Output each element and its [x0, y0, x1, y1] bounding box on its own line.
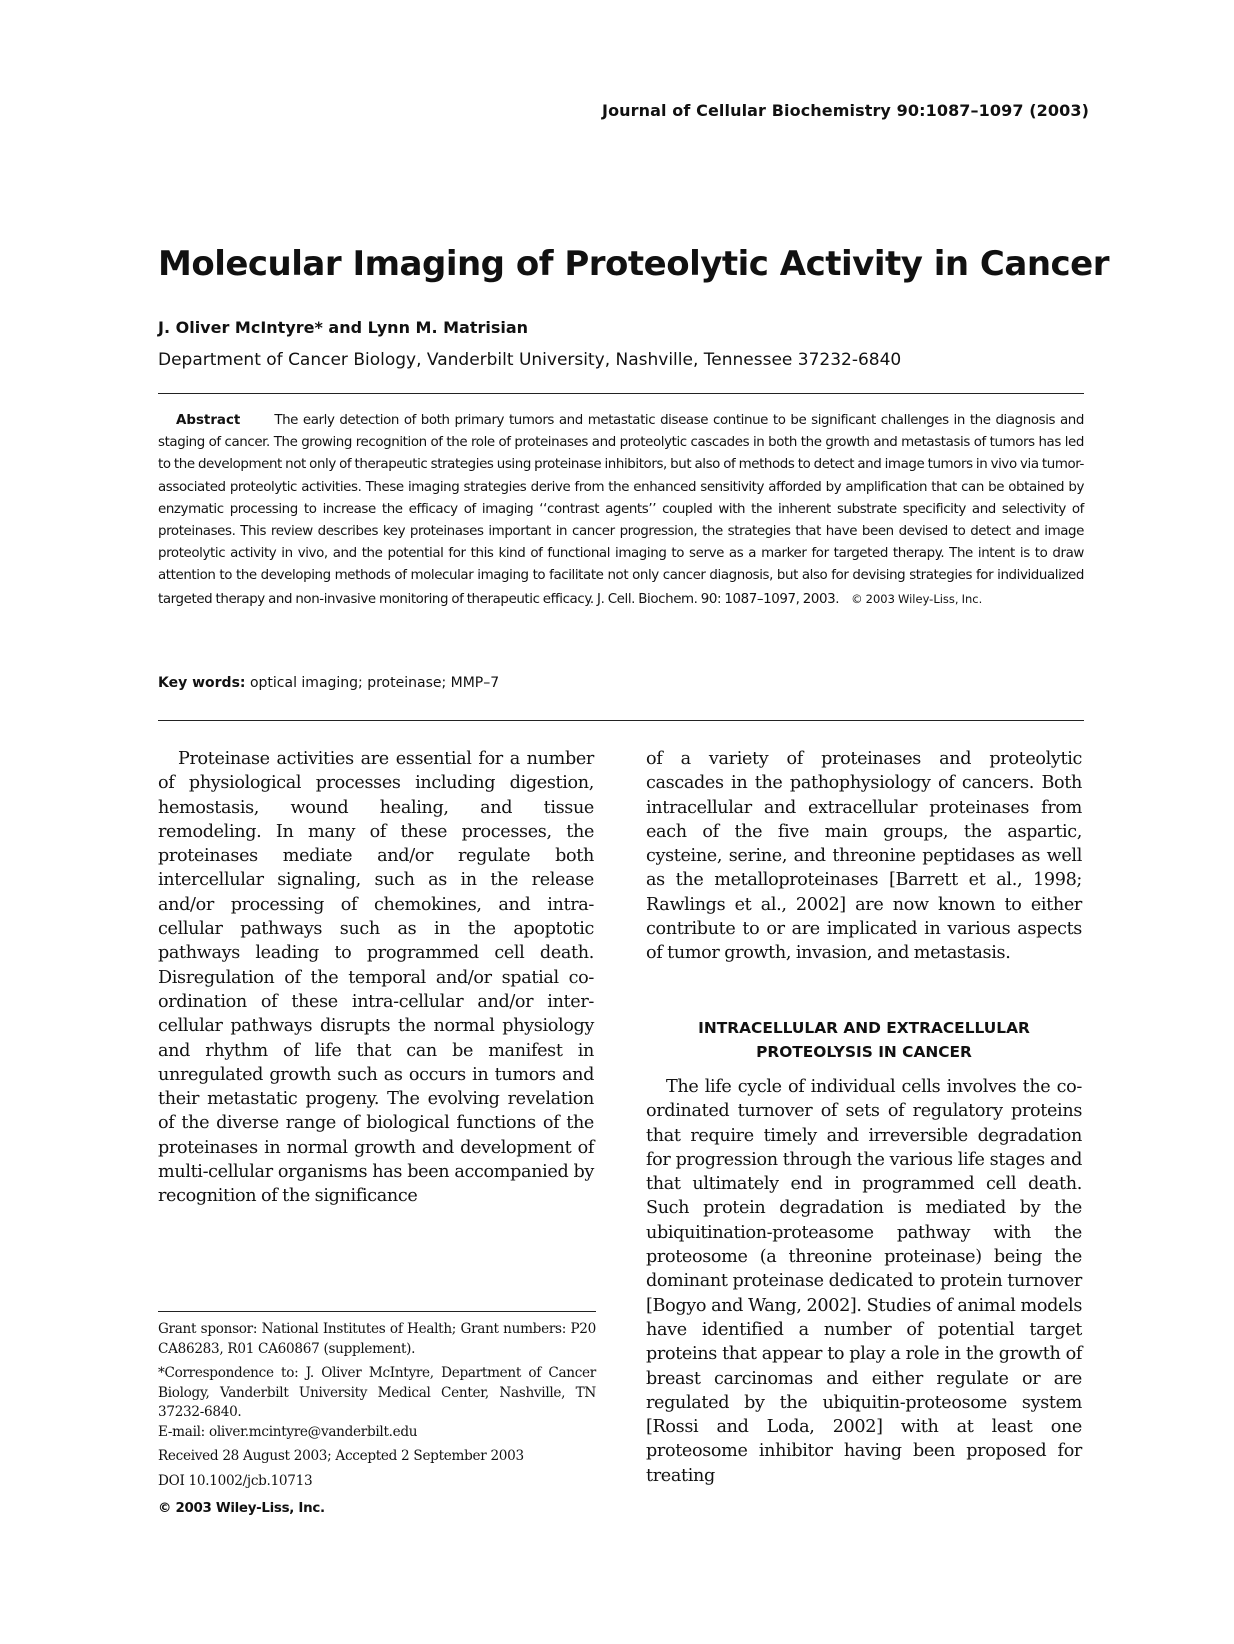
- footnote-doi[interactable]: DOI 10.1002/jcb.10713: [158, 1472, 313, 1489]
- body-paragraph-intro: Proteinase activities are essential for a number of physiological processes including digestion, hemostasis, wound healing, and tissue remodeling. In many of these processes, the proteinases mediate and/or regulate both intercellular signaling, such as in the release and/or processing of chemokines, and intra-cellular pathways such as in the apoptotic pathways leading to programmed cell death. Disregulation of the temporal and/or spatial co-ordination of these intra-cellular and/or inter-cellular pathways disrupts the normal physiology and rhythm of life that can be manifest in unregulated growth such as occurs in tumors and their metastatic progeny. The evolving revelation of the diverse range of biological functions of the proteinases in normal growth and development of multi-cellular organisms has been accompanied by recognition of the significance: [158, 749, 594, 1207]
- section-heading-line-1: INTRACELLULAR AND EXTRACELLULAR: [698, 1019, 1030, 1037]
- keywords-line: [158, 675, 499, 691]
- abstract-copyright: © 2003 Wiley-Liss, Inc.: [851, 591, 983, 606]
- footnote-correspondence: [158, 1364, 596, 1423]
- abstract-text: The early detection of both primary tumors and metastatic disease continue to be significant challenges in the diagnosis and staging of cancer. The growing recognition of the role of proteinases and proteolytic cascades in both the growth and metastasis of tumors has led to the development not only of therapeutic strategies using proteinase inhibitors, but also of methods to detect and image tumors in vivo via tumor-associated proteolytic activities. These imaging strategies derive from the enhanced sensitivity afforded by amplification that can be obtained by enzymatic processing to increase the efficacy of imaging ‘‘contrast agents’’ coupled with the inherent substrate specificity and selectivity of proteinases. This review describes key proteinases important in cancer progression, the strategies that have been devised to detect and image proteolytic activity in vivo, and the potential for this kind of functional imaging to serve as a marker for targeted therapy. The intent is to draw attention to the developing methods of molecular imaging to facilitate not only cancer diagnosis, but also for devising strategies for individualized targeted therapy and non-invasive monitoring of therapeutic efficacy. J. Cell. Biochem. 90: 1087–1097, 2003.: [158, 413, 1084, 607]
- author-list: J. Oliver McIntyre* and Lynn M. Matrisian: [158, 318, 529, 337]
- body-paragraph-continued: of a variety of proteinases and proteolytic cascades in the pathophysiology of cancers. Both intracellular and extracellular proteinases from each of the five main groups, the aspartic, cysteine, serine, and threonine peptidases as well as the metalloproteinases [Barrett et al., 1998; Rawlings et al., 2002] are now known to either contribute to or are implicated in various aspects of tumor growth, invasion, and metastasis.: [646, 749, 1082, 964]
- footnote-copyright: © 2003 Wiley-Liss, Inc.: [158, 1501, 325, 1516]
- footnote-email[interactable]: E-mail: oliver.mcintyre@vanderbilt.edu: [158, 1423, 418, 1440]
- section-heading: [646, 1016, 1082, 1064]
- keywords-label: Key words:: [158, 675, 246, 691]
- author-affiliation: Department of Cancer Biology, Vanderbilt University, Nashville, Tennessee 37232-6840: [158, 350, 902, 370]
- journal-citation: Journal of Cellular Biochemistry 90:1087–1097 (2003): [602, 101, 1089, 120]
- footnotes-block: [158, 1320, 596, 1524]
- abstract-top-divider: [158, 393, 1084, 394]
- section-heading-line-2: PROTEOLYSIS IN CANCER: [756, 1043, 972, 1061]
- abstract-block: [158, 410, 1084, 611]
- paper-title: Molecular Imaging of Proteolytic Activity in Cancer: [158, 244, 1110, 284]
- keywords-text: optical imaging; proteinase; MMP–7: [249, 675, 500, 691]
- abstract-label: Abstract: [176, 413, 241, 428]
- footnote-received: Received 28 August 2003; Accepted 2 September 2003: [158, 1448, 524, 1464]
- footnote-correspondence-text: *Correspondence to: J. Oliver McIntyre, Department of Cancer Biology, Vanderbilt University Medical Center, Nashville, TN 37232-6840.: [158, 1365, 596, 1420]
- abstract-bottom-divider: [158, 720, 1084, 721]
- body-paragraph-section: The life cycle of individual cells involves the co-ordinated turnover of sets of regulatory proteins that require timely and irreversible degradation for progression through the various life stages and that ultimately end in programmed cell death. Such protein degradation is mediated by the ubiquitination-proteasome pathway with the proteosome (a threonine proteinase) being the dominant proteinase dedicated to protein turnover [Bogyo and Wang, 2002]. Studies of animal models have identified a number of potential target proteins that appear to play a role in the growth of breast carcinomas and either regulate or are regulated by the ubiquitin-proteosome system [Rossi and Loda, 2002] with at least one proteosome inhibitor having been proposed for treating: [646, 1077, 1082, 1486]
- footnote-divider: [158, 1311, 596, 1312]
- footnote-grant: Grant sponsor: National Institutes of Health; Grant numbers: P20 CA86283, R01 CA60867 (supplement).: [158, 1321, 596, 1357]
